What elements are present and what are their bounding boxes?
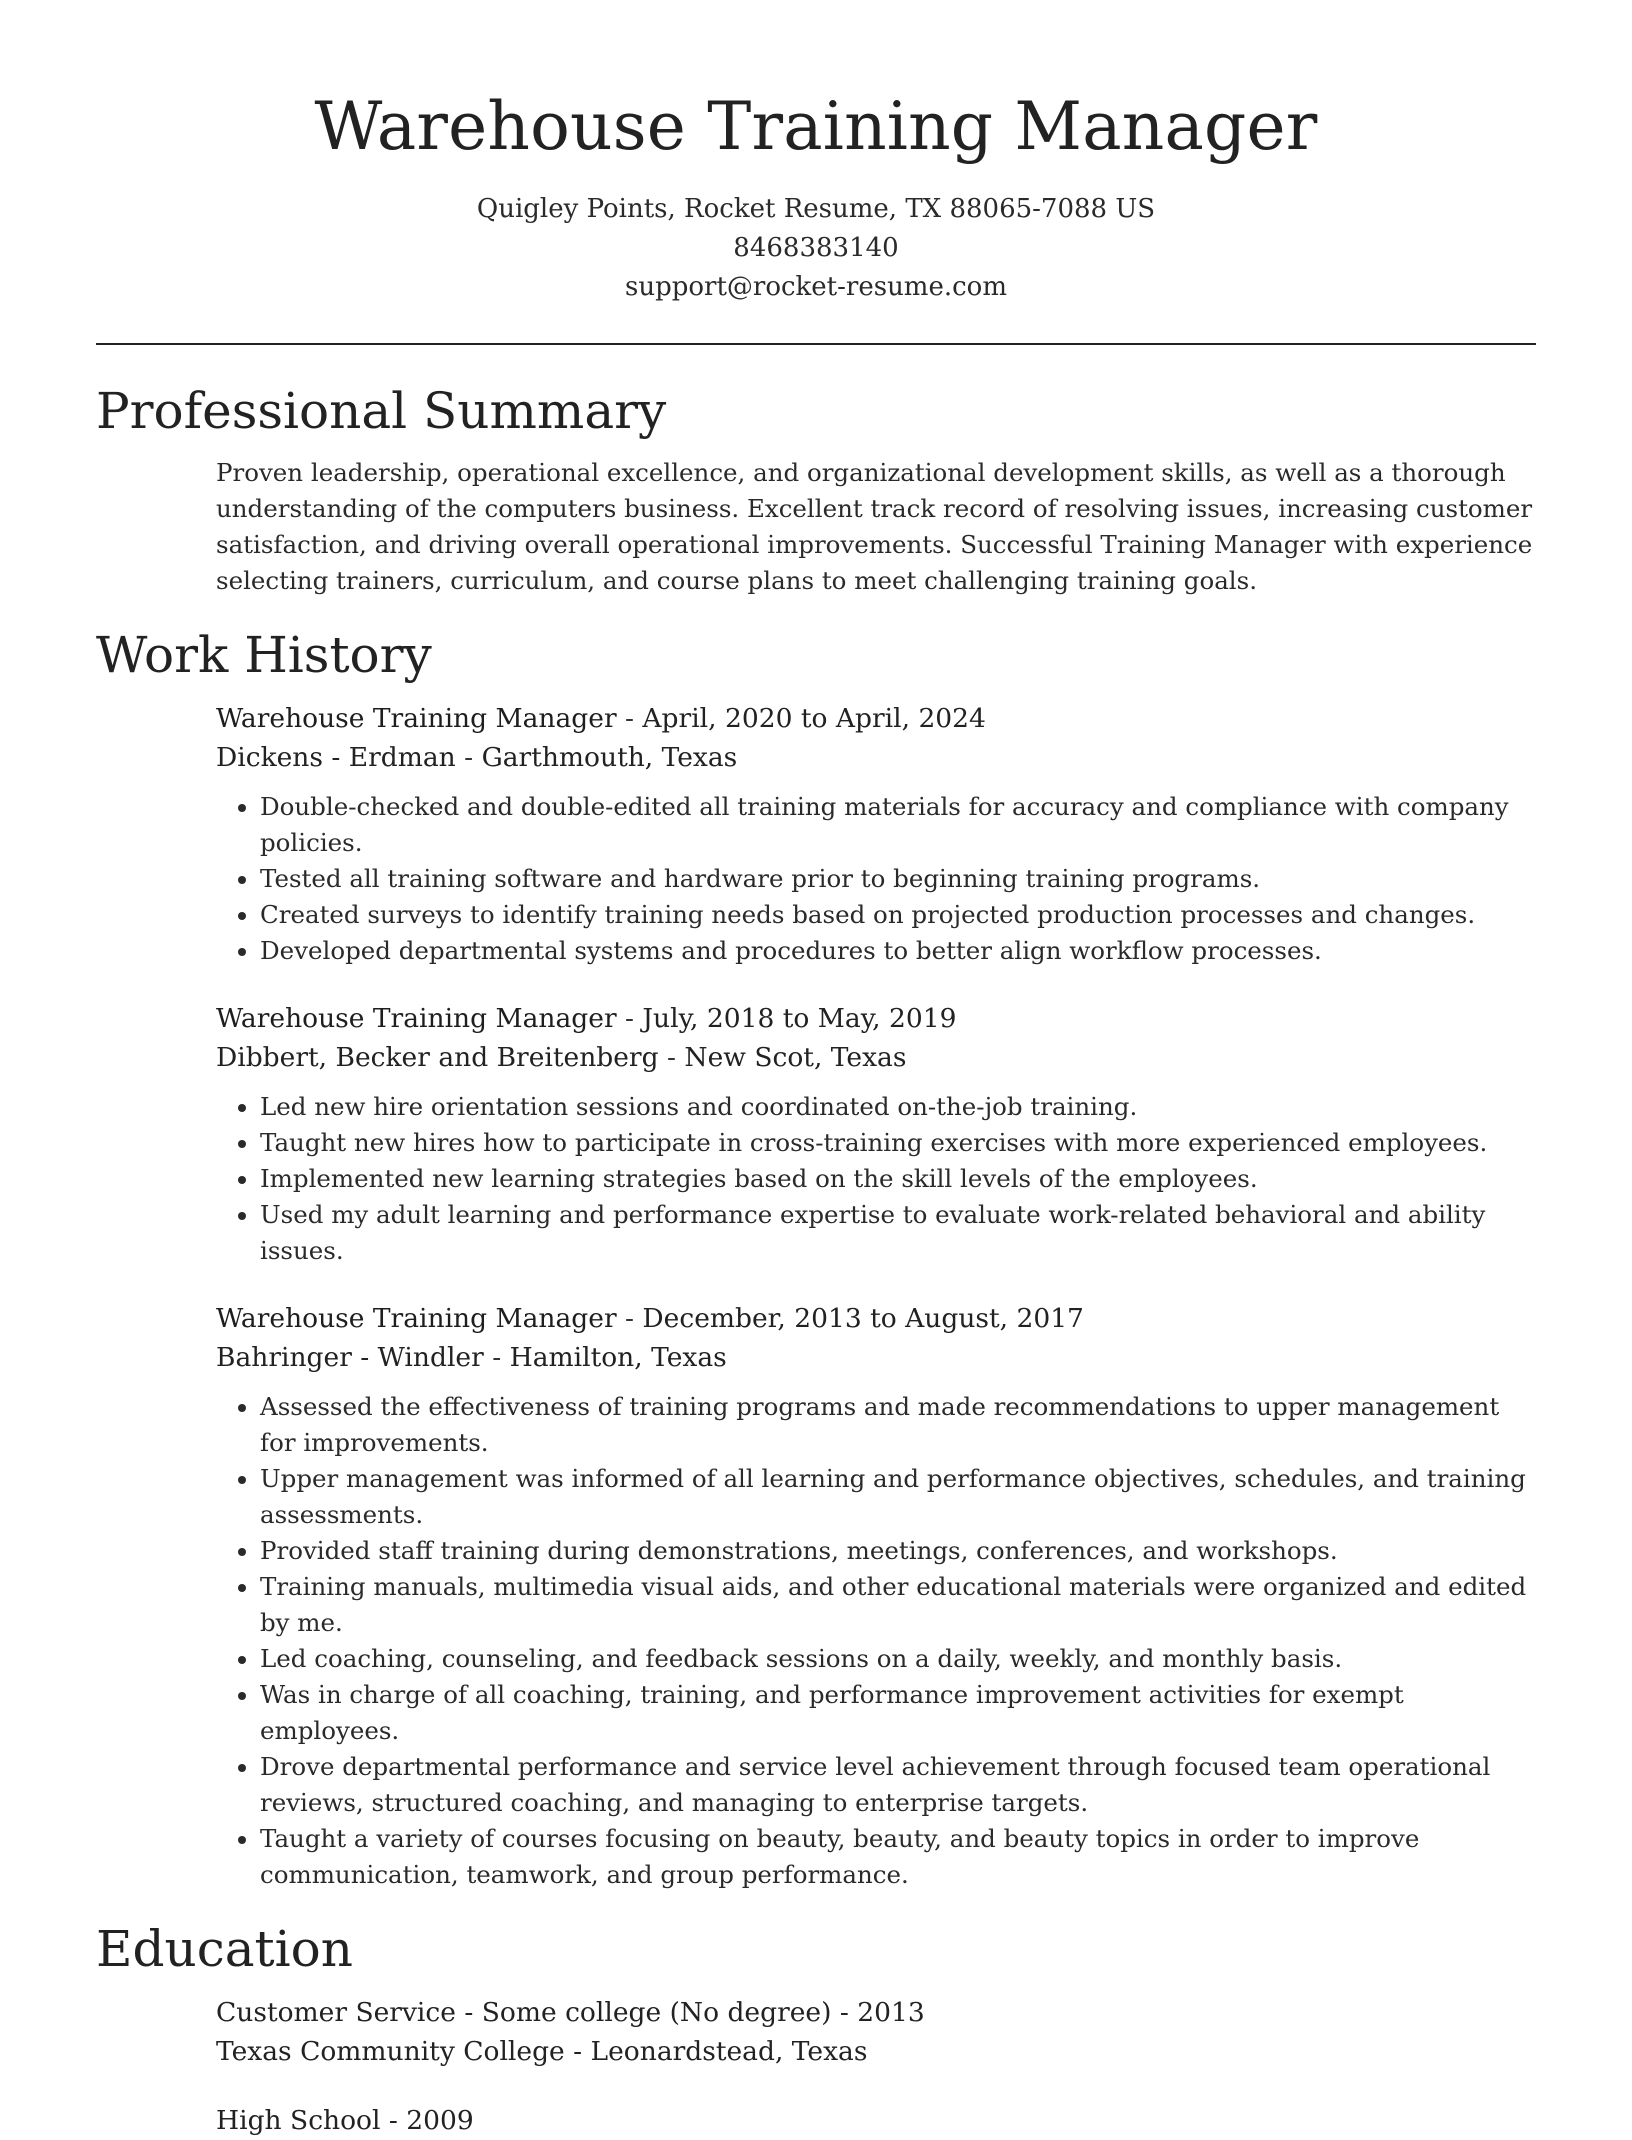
job-bullet: • Drove departmental performance and service level achievement through focused team operational reviews, structured coaching, and managing to enterprise targets. <box>260 1749 1536 1821</box>
job-entry <box>216 699 1536 969</box>
contact-block <box>96 190 1536 307</box>
resume-header <box>96 0 1536 345</box>
job-entry <box>216 999 1536 1269</box>
job-bullet: • Used my adult learning and performance expertise to evaluate work-related behavioral and ability issues. <box>260 1197 1536 1269</box>
education-entry <box>216 1993 1536 2071</box>
job-bullet: • Taught new hires how to participate in cross-training exercises with more experienced employees. <box>260 1125 1536 1161</box>
separator: - <box>483 1342 510 1373</box>
job-bullet: • Developed departmental systems and procedures to better align workflow processes. <box>260 933 1536 969</box>
candidate-name: Warehouse Training Manager <box>314 88 1318 165</box>
job-title-line <box>216 1299 1536 1338</box>
job-location: Hamilton, Texas <box>509 1342 727 1373</box>
job-title: Warehouse Training Manager <box>216 1003 617 1034</box>
job-dates: July, 2018 to May, 2019 <box>642 1003 957 1034</box>
job-bullet: • Upper management was informed of all learning and performance objectives, schedules, and training assessments. <box>260 1461 1536 1533</box>
job-title-line <box>216 699 1536 738</box>
separator: - <box>616 1003 643 1034</box>
job-company-line <box>216 1038 1536 1077</box>
job-bullet: • Provided staff training during demonstrations, meetings, conferences, and workshops. <box>260 1533 1536 1569</box>
education-school-line: Texas Community College - Leonardstead, Texas <box>216 2036 868 2067</box>
contact-address: Quigley Points, Rocket Resume, TX 88065-7088 US <box>476 194 1156 224</box>
job-bullet: • Tested all training software and hardware prior to beginning training programs. <box>260 861 1536 897</box>
job-company-line <box>216 1338 1536 1377</box>
header-divider <box>96 343 1536 345</box>
education-degree-line: High School - 2009 <box>216 2105 474 2136</box>
job-company: Bahringer - Windler <box>216 1342 484 1373</box>
education-section <box>96 1919 1536 2140</box>
resume-page <box>96 0 1536 2140</box>
job-location: Garthmouth, Texas <box>481 742 738 773</box>
job-bullets <box>216 789 1536 969</box>
separator: - <box>455 742 482 773</box>
job-bullets <box>216 1089 1536 1269</box>
job-bullet: • Assessed the effectiveness of training programs and made recommendations to upper management for improvements. <box>260 1389 1536 1461</box>
job-bullet: • Created surveys to identify training needs based on projected production processes and changes. <box>260 897 1536 933</box>
separator: - <box>658 1042 685 1073</box>
job-bullet: • Double-checked and double-edited all training materials for accuracy and compliance with company policies. <box>260 789 1536 861</box>
job-title: Warehouse Training Manager <box>216 703 617 734</box>
job-company: Dibbert, Becker and Breitenberg <box>216 1042 659 1073</box>
job-location: New Scot, Texas <box>684 1042 907 1073</box>
contact-phone: 8468383140 <box>733 233 899 263</box>
job-bullet: • Training manuals, multimedia visual aids, and other educational materials were organized and edited by me. <box>260 1569 1536 1641</box>
job-bullet: • Implemented new learning strategies based on the skill levels of the employees. <box>260 1161 1536 1197</box>
job-bullet: • Led coaching, counseling, and feedback sessions on a daily, weekly, and monthly basis. <box>260 1641 1536 1677</box>
work-history-section <box>96 625 1536 1893</box>
job-bullet: • Was in charge of all coaching, training, and performance improvement activities for exempt employees. <box>260 1677 1536 1749</box>
work-history-heading: Work History <box>96 626 432 684</box>
education-entry <box>216 2101 1536 2140</box>
job-bullet: • Taught a variety of courses focusing on beauty, beauty, and beauty topics in order to improve communication, teamwork, and group performance. <box>260 1821 1536 1893</box>
summary-text: Proven leadership, operational excellence, and organizational development skills, as well as a thorough understanding of the computers business. Excellent track record of resolving issues, increasing customer satisfaction, and driving overall operational improvements. Successful Training Manager with experience selecting trainers, curriculum, and course plans to meet challenging training goals. <box>216 458 1533 595</box>
job-title: Warehouse Training Manager <box>216 1303 617 1334</box>
job-company-line <box>216 738 1536 777</box>
contact-email: support@rocket-resume.com <box>624 272 1007 302</box>
summary-section <box>96 381 1536 599</box>
job-company: Dickens - Erdman <box>216 742 456 773</box>
summary-heading: Professional Summary <box>96 382 667 440</box>
job-dates: April, 2020 to April, 2024 <box>642 703 986 734</box>
job-entry <box>216 1299 1536 1893</box>
job-bullets <box>216 1389 1536 1893</box>
education-degree-line: Customer Service - Some college (No degree) - 2013 <box>216 1997 925 2028</box>
education-heading: Education <box>96 1920 353 1978</box>
separator: - <box>616 703 643 734</box>
separator: - <box>616 1303 643 1334</box>
job-title-line <box>216 999 1536 1038</box>
job-bullet: • Led new hire orientation sessions and coordinated on-the-job training. <box>260 1089 1536 1125</box>
job-dates: December, 2013 to August, 2017 <box>642 1303 1084 1334</box>
